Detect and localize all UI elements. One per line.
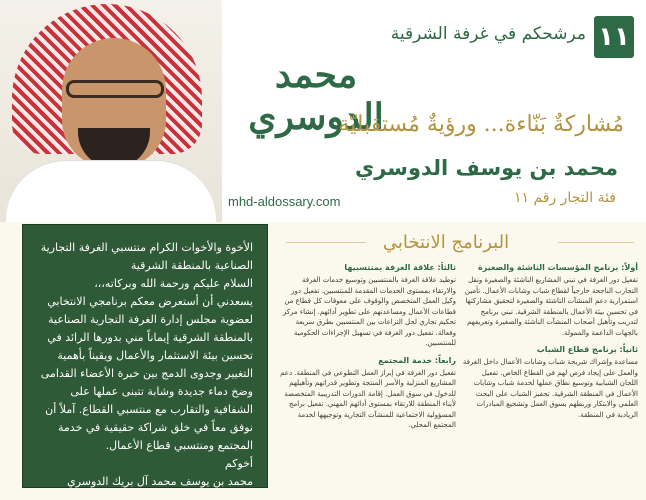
program-title: البرنامج الانتخابي (382, 232, 510, 253)
program-column-right (462, 262, 638, 498)
section-title: ثالثاً: علاقة الغرفة بمنتسبيها (344, 263, 456, 272)
letter-signature: محمد بن يوسف محمد آل بريك الدوسري (67, 475, 253, 488)
website-link[interactable]: mhd-aldossary.com (228, 194, 341, 209)
program-column-left (280, 262, 456, 498)
candidate-number-badge: ١١ (594, 16, 634, 58)
calligraphy-name: محمد الدوسري (248, 54, 384, 138)
candidates-heading: مرشحكم في غرفة الشرقية (390, 24, 586, 44)
full-name: محمد بن يوسف الدوسري (354, 156, 618, 180)
section-body: تفعيل دور الغرفة في إبراز العمل التطوعي في المنطقة. دعم المشاريع المنزلية والأسر المنتجة وتطوير قدراتهم وتأهيلهم للدخول في سوق العمل. إقامة الدورات التدريبية المتخصصة لأبناء المنطقة للارتقاء بمستوى أدائهم المهني. تفعيل برامج المسؤولية الاجتماعية للمنشآت التجارية وتوجيهها لخدمة المجتمع المحلي. (280, 368, 456, 429)
candidate-photo (0, 0, 222, 222)
banner (0, 0, 646, 222)
section-body: مساعدة وإشراك شريحة شباب وشابات الأعمال داخل الغرفة والعمل على إيجاد فرص لهم في القطاع الخاص. تفعيل اللجان الشبابية وتوسيع نطاق عملها لخدمة شباب وشابات الأعمال في المنطقة الشرقية. تحفيز الشباب على البحث العلمي والابتكار وربطهم بسوق العمل وتشجيع المبادرات الريادية في المنطقة. (462, 358, 638, 419)
title-divider (286, 242, 366, 243)
section-title: رابعاً: خدمة المجتمع (378, 355, 456, 365)
letter-body: يسعدني أن أستعرض معكم برنامجي الانتخابي لعضوية مجلس إدارة الغرفة التجارية الصناعية بالمنطقة الشرقية إيماناً مني بدورها الرائد في تحسين بيئة الاستثمار والأعمال ويقيناً بأهمية التغيير وجدوى الدمج بين خبرة الأعضاء القدامى وضخ دماء جديدة وشابة تتبنى عملها على الشفافية والتقارب مع منتسبي القطاع. آملاً أن نوفق معاً في خلق شراكة حقيقية في خدمة المجتمع ومنتسبي قطاع الأعمال. (40, 295, 253, 452)
section-title: أولاً: برنامج المؤسسات الناشئة والصغيرة (478, 263, 638, 272)
letter-box (22, 224, 268, 488)
section-body: توطيد علاقة الغرفة بالمنتسبين وتوسيع خدمات الغرفة والارتقاء بمستوى الخدمات المقدمة للمنتسبين. تفعيل دور وكيل العمل المتخصص والوقوف على معوقات كل قطاع من قطاعات الأعمال ومساعدتهم على تطوير أدائهم. إنشاء مركز تحكيم تجاري لحل النزاعات بين المنتسبين بطرق سريعة وفعالة. تفعيل دور الغرفة في تسهيل الإجراءات الحكومية للمنتسبين. (282, 276, 456, 347)
section-title: ثانياً: برنامج قطاع الشباب (536, 345, 638, 354)
merchant-category: فئة التجار رقم ١١ (513, 190, 616, 206)
letter-closing: أخوكم (224, 457, 253, 470)
section-body: تفعيل دور الغرفة في تبني المشاريع الناشئة والصغيرة ونقل التجارب الناجحة خارجياً لقطاع شباب وشابات الأعمال. تأمين استمرارية دعم المنشآت الناشئة والصغيرة لتحقيق مشاركتها في تحسين بيئة الأعمال بالمنطقة الشرقية. تبني برنامج لتدريب وتأهيل أصحاب المنشآت الناشئة والصغيرة وتعريفهم بالجهات الداعمة والممولة. (464, 276, 638, 337)
electoral-program (276, 222, 646, 500)
slogan: مُشاركةٌ بَنّاءة... ورؤيةٌ مُستقبليّة (338, 112, 624, 137)
letter-salutation: السلام عليكم ورحمة الله وبركاته،،، (94, 277, 253, 290)
letter-greeting: الأخوة والأخوات الكرام منتسبي الغرفة التجارية الصناعية بالمنطقة الشرقية (40, 241, 253, 272)
title-divider (558, 242, 634, 243)
